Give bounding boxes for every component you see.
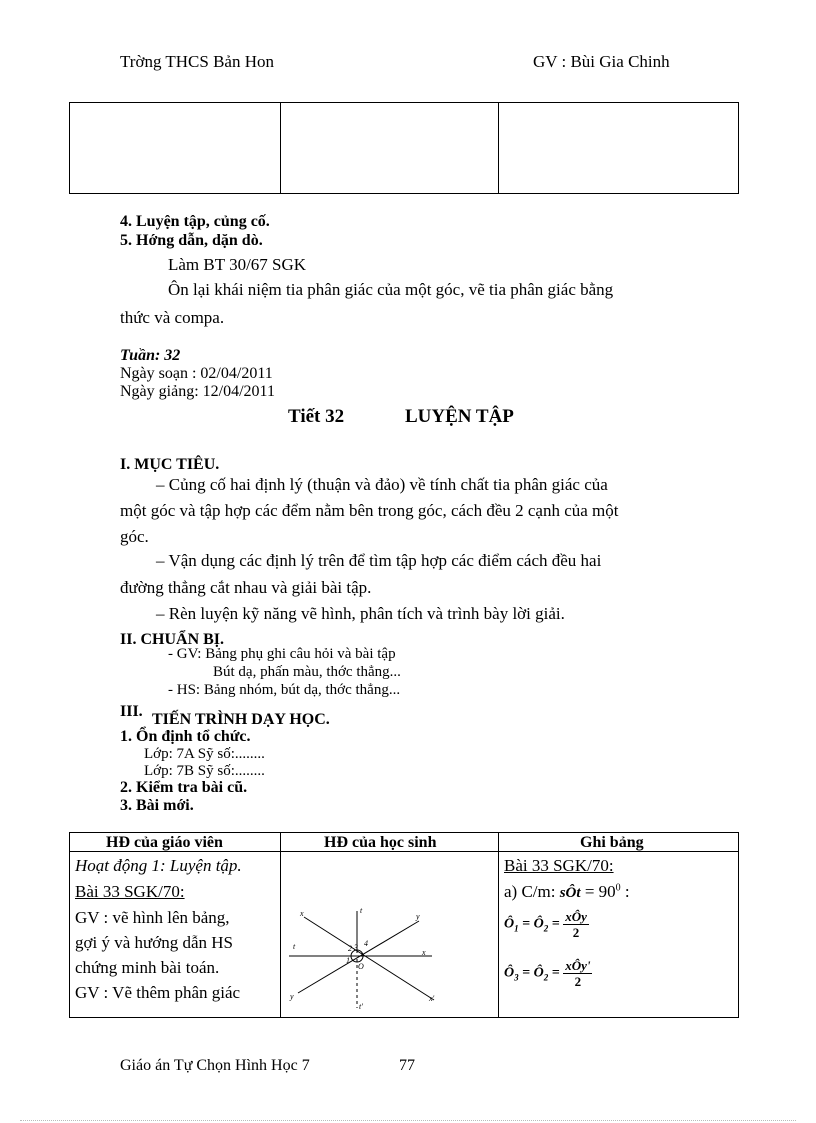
- lesson-table-divider: [280, 832, 281, 1018]
- f1-eq: =: [548, 916, 560, 932]
- f2-num: xÔy': [565, 958, 591, 973]
- prep-date: Ngày soạn : 02/04/2011: [120, 365, 273, 382]
- fig-label: x: [422, 948, 426, 957]
- fig-label: 3: [354, 943, 358, 952]
- col-header-board: Ghi bảng: [580, 834, 644, 851]
- fig-label: x': [429, 994, 435, 1003]
- review-line-cont: thức và compa.: [120, 308, 225, 327]
- f2-mid: = Ô: [518, 965, 544, 981]
- activity-title: Hoạt động 1: Luyện tập.: [75, 856, 242, 875]
- teacher-exercise: Bài 33 SGK/70:: [75, 882, 185, 901]
- top-table-divider: [498, 102, 499, 194]
- teacher-line-4: GV : Vẽ thêm phân giác: [75, 983, 241, 1002]
- process-item-2: 2. Kiểm tra bài cũ.: [120, 779, 248, 796]
- fig-label: y: [416, 912, 420, 921]
- class-7a: Lớp: 7A Sỹ số:........: [144, 746, 265, 762]
- class-7b: Lớp: 7B Sỹ số:........: [144, 763, 265, 779]
- fig-label: t: [293, 942, 296, 951]
- footer-title: Giáo án Tự Chọn Hình Học 7: [120, 1057, 310, 1074]
- teacher-line-3: chứng minh bài toán.: [75, 958, 220, 977]
- fig-label: O: [358, 962, 364, 971]
- process-heading-num: III.: [120, 703, 143, 720]
- f2-lhs: Ô: [504, 965, 515, 981]
- week: Tuần: 32: [120, 347, 181, 364]
- col-header-student: HĐ của học sinh: [324, 834, 437, 851]
- line-x-xprime: [304, 917, 434, 1000]
- page-bottom-rule: [20, 1120, 796, 1121]
- formula-1: [504, 909, 589, 940]
- item-4: 4. Luyện tập, củng cố.: [120, 213, 270, 230]
- item-5: 5. Hớng dẫn, dặn dò.: [120, 232, 263, 249]
- teacher-line-2: gợi ý và hướng dẫn HS: [75, 933, 233, 952]
- angle-equals: = 90: [584, 882, 616, 901]
- angle-colon: :: [620, 882, 630, 901]
- geometry-figure: [284, 903, 496, 1013]
- fig-label: x: [300, 909, 304, 918]
- review-line: Ôn lại khái niệm tia phân giác của một góc, vẽ tia phân giác bằng: [168, 280, 614, 299]
- f2-den: 2: [574, 974, 582, 989]
- f1-lhs: Ô: [504, 916, 515, 932]
- preparation-heading: II. CHUẨN BỊ.: [120, 631, 225, 648]
- teacher-line-1: GV : vẽ hình lên bảng,: [75, 908, 230, 927]
- process-item-1: 1. Ổn định tổ chức.: [120, 728, 251, 745]
- fig-label: t': [359, 1002, 363, 1011]
- angle-sot: sÔt: [559, 885, 581, 901]
- fig-label: 4: [364, 939, 368, 948]
- header-teacher: GV : Bùi Gia Chinh: [533, 52, 670, 71]
- f1-fraction: [563, 909, 589, 940]
- col-header-teacher: HĐ của giáo viên: [106, 834, 223, 851]
- objective-1-end: góc.: [120, 527, 149, 546]
- lesson-table-divider: [498, 832, 499, 1018]
- top-table-divider: [280, 102, 281, 194]
- degree: 0: [615, 882, 621, 894]
- period: Tiết 32: [288, 406, 345, 427]
- f1-den: 2: [572, 925, 580, 940]
- fig-label: 2: [348, 944, 352, 953]
- f1-sub2: 2: [543, 923, 549, 934]
- objective-2-cont: đường thẳng cắt nhau và giải bài tập.: [120, 578, 372, 597]
- f1-sub1: 1: [514, 923, 519, 934]
- objectives-heading: I. MỤC TIÊU.: [120, 456, 220, 473]
- board-exercise: Bài 33 SGK/70:: [504, 856, 614, 875]
- objective-1: – Củng cố hai định lý (thuận và đảo) về tính chất tia phân giác của: [156, 475, 608, 494]
- f1-num: xÔy: [565, 909, 587, 924]
- process-heading: TIẾN TRÌNH DẠY HỌC.: [152, 711, 330, 728]
- f2-sub2: 2: [543, 972, 549, 983]
- board-proof: [504, 882, 630, 902]
- fig-label: 1: [346, 956, 350, 965]
- objective-2: – Vận dụng các định lý trên để tìm tập hợp các điểm cách đều hai: [156, 551, 602, 570]
- footer-page: 77: [399, 1057, 415, 1074]
- line-y-yprime: [298, 921, 419, 993]
- header-school: Trờng THCS Bản Hon: [120, 52, 274, 71]
- f2-fraction: [563, 958, 592, 989]
- formula-2: [504, 958, 592, 989]
- prep-gv-1: - GV: Bảng phụ ghi câu hỏi và bài tập: [168, 646, 396, 662]
- prep-gv-2: Bút dạ, phấn màu, thớc thẳng...: [213, 664, 401, 680]
- prep-hs: - HS: Bảng nhóm, bút dạ, thớc thẳng...: [168, 682, 401, 698]
- top-table: [69, 102, 739, 194]
- lesson-title: LUYỆN TẬP: [405, 406, 514, 427]
- objective-1-cont: một góc và tập hợp các đểm nằm bên trong góc, cách đều 2 cạnh của một: [120, 501, 619, 520]
- f2-eq: =: [548, 965, 560, 981]
- process-item-3: 3. Bài mới.: [120, 797, 194, 814]
- objective-3: – Rèn luyện kỹ năng vẽ hình, phân tích và trình bày lời giải.: [156, 604, 565, 623]
- proof-label: a) C/m:: [504, 882, 556, 901]
- fig-label: y: [290, 992, 294, 1001]
- f1-mid: = Ô: [518, 916, 544, 932]
- f2-sub1: 3: [514, 972, 519, 983]
- homework-line: Làm BT 30/67 SGK: [168, 255, 307, 274]
- teach-date: Ngày giảng: 12/04/2011: [120, 383, 275, 400]
- fig-label: t: [360, 906, 363, 915]
